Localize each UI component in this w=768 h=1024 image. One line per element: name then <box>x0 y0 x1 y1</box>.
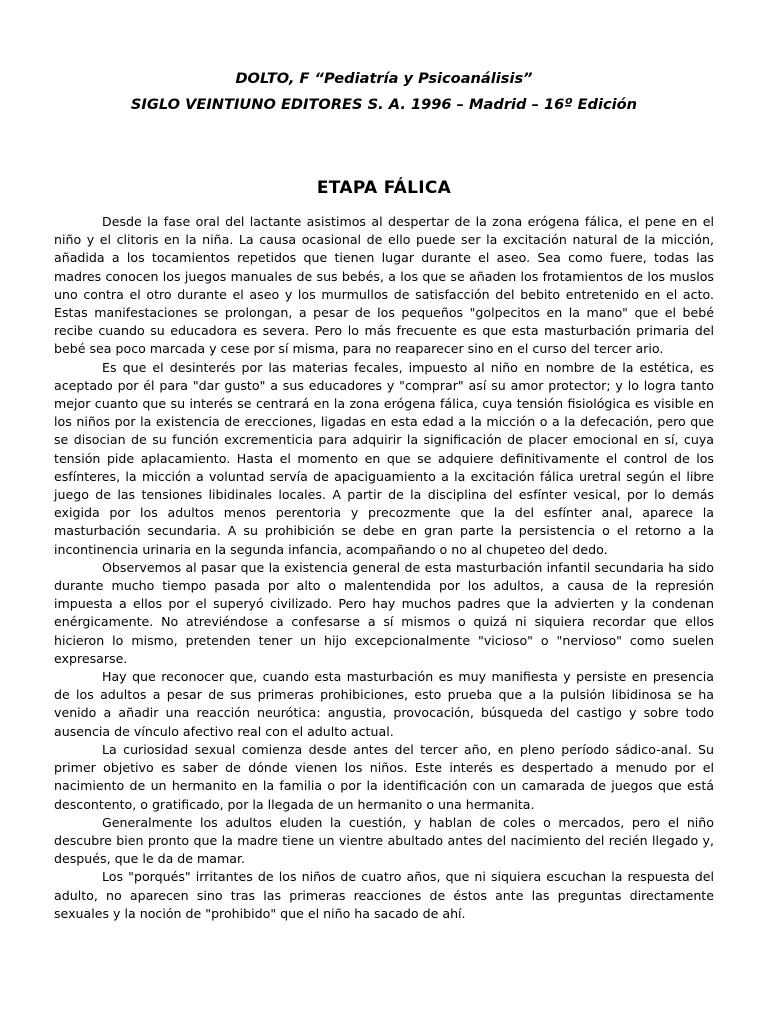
paragraph: Observemos al pasar que la existencia general de esta masturbación infantil secundaria ha sido durante mucho tiempo pasada por alto o malentendida por los adultos, a causa de la represión impuesta a ellos por el superyó civilizado. Pero hay muchos padres que la advierten y la condenan enérgicamente. No atreviéndose a confesarse a sí mismos o quizá ni siquiera recordar que ellos hicieron lo mismo, pretenden tener un hijo excepcionalmente "vicioso" o "nervioso" como suelen expresarse. <box>54 559 714 666</box>
paragraph: Hay que reconocer que, cuando esta masturbación es muy manifiesta y persiste en presencia de los adultos a pesar de sus primeras prohibiciones, esto prueba que a la pulsión libidinosa se ha venido a añadir una reacción neurótica: angustia, provocación, búsqueda del castigo y sobre todo ausencia de vínculo afectivo real con el adulto actual. <box>54 669 714 739</box>
paragraph: Es que el desinterés por las materias fecales, impuesto al niño en nombre de la estética, es aceptado por él para "dar gusto" a sus educadores y "comprar" así su amor protector; y lo logra tanto mejor cuanto que su interés se centrará en la zona erógena fálica, cuya tensión fisiológica es visible en los niños por la existencia de erecciones, ligadas en esta edad a la micción o a la defecación, pero que se disocian de su función excrementicia para adquirir la significación de placer emocional en sí, cuya tensión pide aplacamiento. Hasta el momento en que se adquiere definitivamente el control de los esfínteres, la micción a voluntad servía de apaciguamiento a la excitación fálica uretral según el libre juego de las tensiones libidinales locales. A partir de la disciplina del esfínter vesical, por lo demás exigida por los adultos menos perentoria y precozmente que la del esfínter anal, aparece la masturbación secundaria. A su prohibición se debe en gran parte la persistencia o el retorno a la incontinencia urinaria en la segunda infancia, acompañando o no al chupeteo del dedo. <box>54 359 714 557</box>
body-text <box>54 213 714 923</box>
document-page <box>54 66 714 923</box>
paragraph: Generalmente los adultos eluden la cuestión, y hablan de coles o mercados, pero el niño descubre bien pronto que la madre tiene un vientre abultado antes del nacimiento del recién llegado y, después, que le da de mamar. <box>54 814 714 867</box>
section-title: ETAPA FÁLICA <box>316 178 452 198</box>
citation-line-1: DOLTO, F “Pediatría y Psicoanálisis” <box>235 70 533 87</box>
paragraph: Los "porqués" irritantes de los niños de cuatro años, que ni siquiera escuchan la respuesta del adulto, no aparecen sino tras las primeras reacciones de éstos ante las preguntas directamente sexuales y la noción de "prohibido" que el niño ha sacado de ahí. <box>54 869 714 921</box>
paragraph: Desde la fase oral del lactante asistimos al despertar de la zona erógena fálica, el pene en el niño y el clitoris en la niña. La causa ocasional de ello puede ser la excitación natural de la micción, añadida a los tocamientos repetidos que tienen lugar durante el aseo. Sea como fuere, todas las madres conocen los juegos manuales de sus bebés, a los que se añaden los frotamientos de los muslos uno contra el otro durante el aseo y los murmullos de satisfacción del bebito entretenido en el acto. Estas manifestaciones se prolongan, a pesar de los pequeños "golpecitos en la mano" que el bebé recibe cuando su educadora es severa. Pero lo más frecuente es que esta masturbación primaria del bebé sea poco marcada y cese por sí misma, para no reaparecer sino en el curso del tercer ario. <box>54 214 714 357</box>
citation-line-2: SIGLO VEINTIUNO EDITORES S. A. 1996 – Madrid – 16º Edición <box>130 96 638 113</box>
paragraph: La curiosidad sexual comienza desde antes del tercer año, en pleno período sádico-anal. Su primer objetivo es saber de dónde vienen los niños. Este interés es despertado a menudo por el nacimiento de un hermanito en la familia o por la identificación con un camarada de juegos que está descontento, o gratificado, por la llegada de un hermanito o una hermanita. <box>54 741 714 812</box>
